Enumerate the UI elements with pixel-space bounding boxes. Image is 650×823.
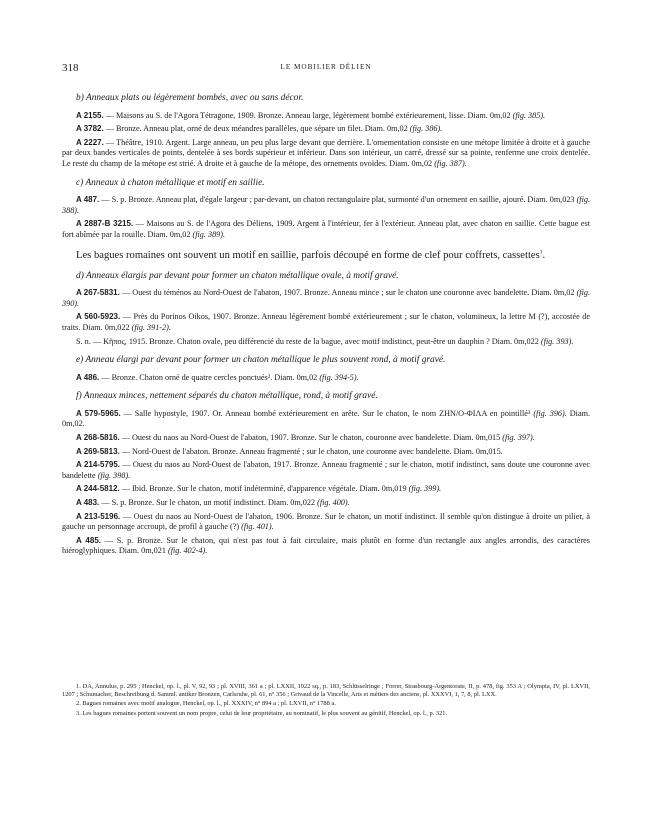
entry-description: — Salle hypostyle, 1907. Or. Anneau bombé extérieurement en arête. Sur le chaton, le nom ZHN/O-ΦIΛA en pointillé³ <box>120 408 534 418</box>
entry-description: — Ouest du naos au Nord-Ouest de l'abaton, 1917. Bronze. Anneau fragmenté ; sur le chaton, motif indistinct, sans doute une couronne avec bandelette <box>62 460 591 480</box>
paragraph-end: . <box>542 249 546 261</box>
entry-description: — Κῆπος, 1915. Bronze. Chaton ovale, peu différencié du reste de la bague, avec motif indistinct, peut-être un dauphin ? Diam. 0m,022 <box>90 336 541 346</box>
section-f-heading: f) Anneaux minces, nettement séparés du chaton métallique, rond, à motif gravé. <box>76 391 378 402</box>
inventory-number: A 213-5196. <box>76 511 121 521</box>
figure-reference: (fig. 391-2). <box>131 322 171 332</box>
inventory-number: A 2887-B 3215. <box>76 219 134 229</box>
catalogue-entry <box>62 460 590 481</box>
entry-description: — Ouest du téménos au Nord-Ouest de l'abaton, 1907. Bronze. Anneau mince ; sur le chaton une couronne avec bandelette. Diam. 0m,02 <box>119 288 577 298</box>
section-b-items <box>62 111 590 170</box>
catalogue-entry <box>62 447 590 458</box>
figure-reference: (fig. 399). <box>408 484 442 494</box>
inventory-number: A 2155. <box>76 110 104 120</box>
inventory-number: A 3782. <box>76 124 104 134</box>
paragraph-text: Les bagues romaines ont souvent un motif en saillie, parfois découpé en forme de clef pour coffrets, cassettes <box>76 249 540 261</box>
entry-description: — Maisons au S. de l'Agora des Déliens, 1909. Argent à l'intérieur, fer à l'extérieur. Anneau plat, avec chaton en saillie. Cette bague est fort abîmée par la rouille. Diam. 0m,02 <box>62 219 590 239</box>
inventory-number: A 485. <box>76 535 101 545</box>
section-c-items <box>62 195 590 240</box>
catalogue-entry <box>62 124 590 135</box>
section-e-items <box>62 373 590 384</box>
catalogue-entry <box>62 138 590 170</box>
entry-description: — Maisons au S. de l'Agora Tétragone, 1909. Bronze. Anneau large, légèrement bombé extérieurement, lisse. Diam. 0m,02 <box>103 110 513 120</box>
entry-description: — Ouest du naos au Nord-Ouest de l'abaton, 1906. Bronze. Sur le chaton, un motif indistinct. Il semble qu'on distingue à droite un pilier, à gauche un personnage accroupi, de profil à gauche (?) <box>62 511 591 532</box>
catalogue-entry <box>62 195 590 216</box>
entry-trailing-text: Diam. 0m,02. <box>62 408 590 429</box>
section-d-items <box>62 288 590 347</box>
figure-reference: (fig. 400). <box>317 498 350 508</box>
catalogue-entry <box>62 288 590 309</box>
figure-reference: (fig. 397). <box>502 433 535 443</box>
figure-reference: (fig. 390). <box>62 288 590 308</box>
page-number: 318 <box>62 62 79 74</box>
figure-reference: (fig. 385). <box>512 110 546 120</box>
inventory-number: A 579-5965. <box>76 408 121 418</box>
entry-description: — S. p. Bronze. Sur le chaton, un motif indistinct. Diam. 0m,022 <box>99 498 318 508</box>
inventory-number: S. n. <box>76 336 91 346</box>
inventory-number: A 560-5923. <box>76 312 121 322</box>
entry-description: — Ouest du naos au Nord-Ouest de l'abaton, 1907. Bronze. Sur le chaton, couronne avec bandelette. Diam. 0m,015 <box>119 433 503 443</box>
catalogue-entry <box>62 312 590 333</box>
section-e-heading: e) Anneau élargi par devant pour former un chaton métallique le plus souvent rond, à motif gravé. <box>76 355 446 366</box>
entry-description: — Bronze. Chaton orné de quatre cercles ponctués². Diam. 0m,02 <box>99 372 320 382</box>
footnote-1: 1. DA, Annulus, p. 295 ; Henckel, op. l., pl. V, 92, 93 ; pl. XVIII, 361 a ; pl. LXXII, 1922 sq., p. 183, Schlüsselringe ; Forrer, Strasbourg-Argentorate, II, p. 478, fig. 353 A ; Olympia, IV, pl. LXVII, 1207 ; Schumacher, Beschreibung d. Samml. antiker Bronzen, Carlsruhe, pl. 61, n° 356 ; Grivaud de la Vincelle, Arts et métiers des anciens, pl. XXXVI, 1, 7, 8, pl. LXX. <box>62 683 590 699</box>
catalogue-entry <box>62 373 590 384</box>
figure-reference: (fig. 398). <box>97 470 131 480</box>
inventory-number: A 268-5816. <box>76 433 120 443</box>
catalogue-entry <box>62 536 590 557</box>
figure-reference: (fig. 388). <box>62 195 590 215</box>
catalogue-entry <box>62 337 590 348</box>
entry-description: — Bronze. Anneau plat, orné de deux méandres parallèles, que sépare un filet. Diam. 0m,02 <box>103 124 410 134</box>
inventory-number: A 483. <box>76 498 100 508</box>
catalogue-entry <box>62 484 590 495</box>
footnotes <box>62 683 590 719</box>
catalogue-entry <box>62 219 590 240</box>
figure-reference: (fig. 394-5). <box>319 372 359 382</box>
section-d-heading: d) Anneaux élargis par devant pour former un chaton métallique ovale, à motif gravé. <box>76 270 399 281</box>
footnote-ref-1: 1 <box>539 249 543 255</box>
inventory-number: A 486. <box>76 372 100 382</box>
inventory-number: A 214-5795. <box>76 460 121 470</box>
figure-reference: (fig. 402-4). <box>167 546 208 556</box>
section-c-heading: c) Anneaux à chaton métallique et motif en saillie. <box>76 177 265 188</box>
entry-description: — Nord-Ouest de l'abaton. Bronze. Anneau fragmenté ; sur le chaton, une couronne avec bandelette. Diam. 0m,015. <box>119 446 503 456</box>
running-head <box>62 62 590 76</box>
figure-reference: (fig. 386). <box>409 124 443 134</box>
main-text <box>62 93 590 560</box>
roman-rings-paragraph <box>62 248 590 263</box>
entry-description: — Théâtre, 1910. Argent. Large anneau, un peu plus large devant que derrière. L'ornementation consiste en une métope limitée à droite et à gauche par deux bandes verticales de points, dentelée à ses bords supérieur et inférieur. Dans son intérieur, un carré, dressé sur sa pointe, renferme une croix dentelée. Le reste du champ de la métope est strié. A droite et à gauche de la métope, des ornements ovoïdes. Diam. 0m,02 <box>62 137 591 168</box>
running-title: LE MOBILIER DÉLIEN <box>280 63 372 71</box>
inventory-number: A 2227. <box>76 137 104 147</box>
entry-description: — Ibid. Bronze. Sur le chaton, motif indéterminé, d'apparence végétale. Diam. 0m,019 <box>119 484 409 494</box>
figure-reference: (fig. 401). <box>241 522 274 532</box>
inventory-number: A 244-5812. <box>76 484 120 494</box>
footnote-2: 2. Bagues romaines avec motif analogue, Henckel, op. l., pl. XXXIV, n° 894 a ; pl. LXVII, n° 1788 a. <box>76 700 336 708</box>
inventory-number: A 487. <box>76 195 100 205</box>
figure-reference: (fig. 396). <box>533 408 567 418</box>
inventory-number: A 269-5813. <box>76 446 120 456</box>
figure-reference: (fig. 387). <box>434 158 467 168</box>
inventory-number: A 267-5831. <box>76 288 120 298</box>
catalogue-entry <box>62 498 590 509</box>
entry-description: — S. p. Bronze. Anneau plat, d'égale largeur ; par-devant, un chaton rectangulaire plat, surmonté d'un ornement en saillie, ajouré. Diam. 0m,023 <box>99 195 577 205</box>
catalogue-entry <box>62 512 590 533</box>
catalogue-entry <box>62 111 590 122</box>
catalogue-entry <box>62 409 590 430</box>
section-f-items <box>62 409 590 557</box>
section-b-heading: b) Anneaux plats ou légèrement bombés, avec ou sans décor. <box>76 93 304 103</box>
figure-reference: (fig. 389). <box>192 229 226 239</box>
catalogue-entry <box>62 433 590 444</box>
entry-description: — S. p. Bronze. Sur le chaton, qui n'est pas tout à fait circulaire, mais plutôt en forme d'un rectangle aux angles arrondis, des caractères hiéroglyphiques. Diam. 0m,021 <box>62 535 590 556</box>
figure-reference: (fig. 393). <box>540 336 574 346</box>
footnote-3: 3. Les bagues romaines portent souvent un nom propre, celui de leur propriétaire, au nominatif, le plus souvent au génitif, Henckel, op. l., p. 321. <box>76 709 448 717</box>
entry-description: — Près du Porinos Oikos, 1907. Bronze. Anneau légèrement bombé extérieurement ; sur le chaton, volumineux, la lettre M (?), accostée de traits. Diam. 0m,022 <box>62 312 590 332</box>
